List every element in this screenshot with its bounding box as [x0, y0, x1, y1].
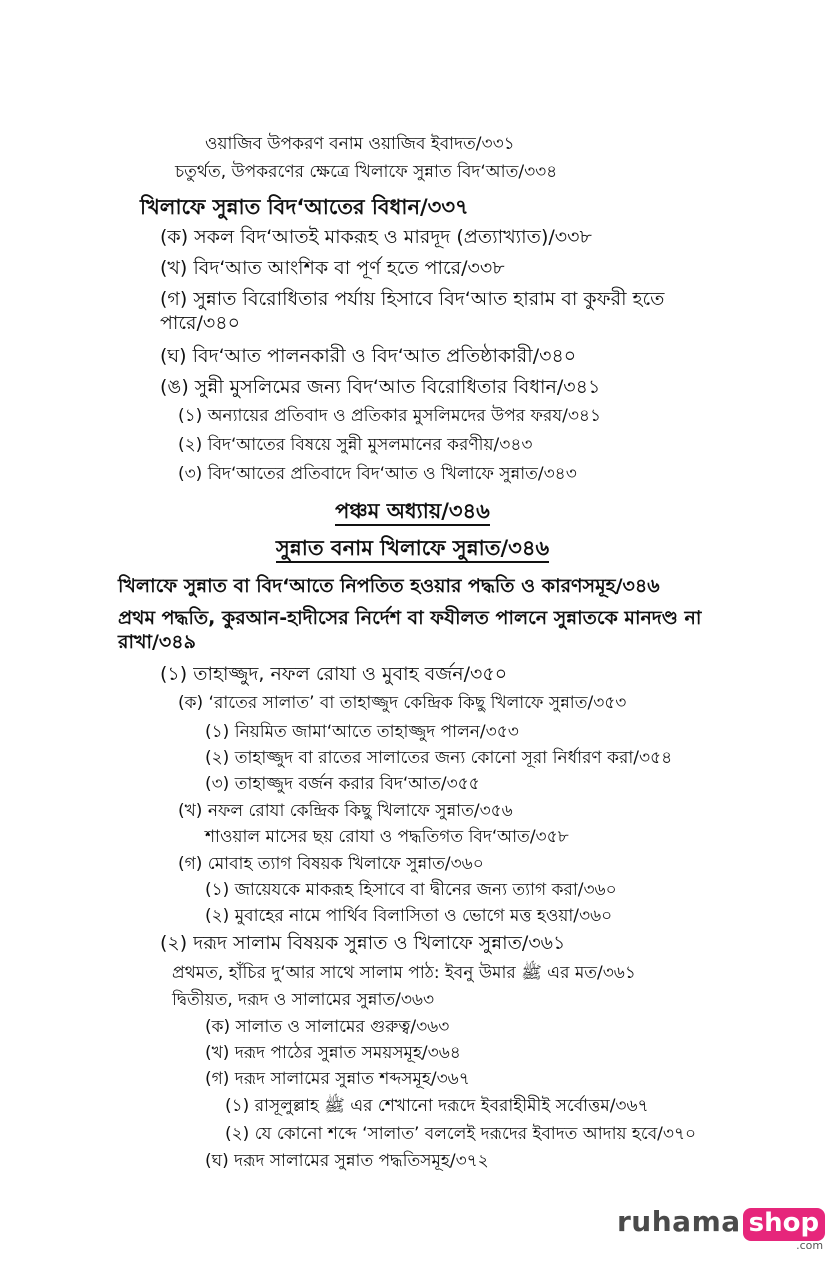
- section-heading: খিলাফে সুন্নাত বা বিদ‘আতে নিপতিত হওয়ার পদ্ধতি ও কারণসমূহ/৩৪৬: [118, 575, 660, 597]
- toc-line: (ঙ) সুন্নী মুসলিমের জন্য বিদ‘আত বিরোধিতার বিধান/৩৪১: [160, 376, 601, 398]
- toc-line: প্রথমত, হাঁচির দু‘আর সাথে সালাম পাঠ: ইবনু উমার ﷺ এর মত/৩৬১: [172, 963, 636, 983]
- toc-line: (১) অন্যায়ের প্রতিবাদ ও প্রতিকার মুসলিমদের উপর ফরয/৩৪১: [178, 406, 601, 426]
- toc-line: (গ) দরূদ সালামের সুন্নাত শব্দসমূহ/৩৬৭: [205, 1069, 470, 1089]
- toc-line: (১) রাসূলুল্লাহ ﷺ এর শেখানো দরূদে ইবরাহীমীই সর্বোত্তম/৩৬৭: [225, 1096, 649, 1116]
- toc-line: (গ) সুন্নাত বিরোধিতার পর্যায় হিসাবে বিদ‘আত হারাম বা কুফরী হতে পারে/৩৪০: [160, 288, 665, 334]
- section-heading: খিলাফে সুন্নাত বিদ‘আতের বিধান/৩৩৭: [140, 195, 469, 219]
- toc-line: (ঘ) বিদ‘আত পালনকারী ও বিদ‘আত প্রতিষ্ঠাকারী/৩৪০: [160, 345, 577, 367]
- toc-line: (২) বিদ‘আতের বিষয়ে সুন্নী মুসলমানের করণীয়/৩৪৩: [178, 435, 533, 455]
- toc-line: (ক) ‘রাতের সালাত’ বা তাহাজ্জুদ কেন্দ্রিক কিছু খিলাফে সুন্নাত/৩৫৩: [178, 693, 627, 713]
- section-heading: প্রথম পদ্ধতি, কুরআন-হাদীসের নির্দেশ বা ফযীলত পালনে সুন্নাতকে মানদণ্ড না রাখা/৩৪৯: [118, 607, 702, 653]
- toc-line: (ঘ) দরূদ সালামের সুন্নাত পদ্ধতিসমূহ/৩৭২: [205, 1151, 489, 1171]
- toc-line: (২) মুবাহের নামে পার্থিব বিলাসিতা ও ভোগে মত্ত হওয়া/৩৬০: [205, 906, 613, 926]
- toc-line: (খ) নফল রোযা কেন্দ্রিক কিছু খিলাফে সুন্নাত/৩৫৬: [178, 801, 513, 821]
- toc-line: (৩) তাহাজ্জুদ বর্জন করার বিদ‘আত/৩৫৫: [205, 774, 480, 794]
- logo-domain-suffix: .com: [796, 1239, 824, 1252]
- toc-line: (গ) মোবাহ ত্যাগ বিষয়ক খিলাফে সুন্নাত/৩৬০: [178, 854, 484, 874]
- chapter-subtitle: সুন্নাত বনাম খিলাফে সুন্নাত/৩৪৬: [0, 535, 825, 561]
- toc-line: (খ) দরূদ পাঠের সুন্নাত সময়সমূহ/৩৬৪: [205, 1043, 461, 1063]
- toc-line: (৩) বিদ‘আতের প্রতিবাদে বিদ‘আত ও খিলাফে সুন্নাত/৩৪৩: [178, 464, 577, 484]
- logo-word-shop: shop: [743, 1208, 825, 1241]
- toc-line: চতুর্থত, উপকরণের ক্ষেত্রে খিলাফে সুন্নাত বিদ‘আত/৩৩৪: [175, 162, 558, 182]
- ruhamashop-logo: [617, 1205, 825, 1252]
- toc-line: শাওয়াল মাসের ছয় রোযা ও পদ্ধতিগত বিদ‘আত/৩৫৮: [205, 827, 569, 847]
- toc-line: (খ) বিদ‘আত আংশিক বা পূর্ণ হতে পারে/৩৩৮: [160, 257, 505, 279]
- toc-line: (১) জায়েযকে মাকরূহ হিসাবে বা দ্বীনের জন্য ত্যাগ করা/৩৬০: [205, 880, 617, 900]
- toc-line: (২) দরূদ সালাম বিষয়ক সুন্নাত ও খিলাফে সুন্নাত/৩৬১: [160, 932, 566, 954]
- toc-line: (২) তাহাজ্জুদ বা রাতের সালাতের জন্য কোনো সূরা নির্ধারণ করা/৩৫৪: [205, 748, 673, 768]
- chapter-title: পঞ্চম অধ্যায়/৩৪৬: [0, 498, 825, 524]
- toc-line: (ক) সালাত ও সালামের গুরুত্ব/৩৬৩: [205, 1017, 450, 1037]
- toc-line: (১) নিয়মিত জামা‘আতে তাহাজ্জুদ পালন/৩৫৩: [205, 722, 519, 742]
- toc-line: (১) তাহাজ্জুদ, নফল রোযা ও মুবাহ বর্জন/৩৫০: [160, 663, 508, 685]
- toc-line: দ্বিতীয়ত, দরূদ ও সালামের সুন্নাত/৩৬৩: [172, 990, 435, 1010]
- toc-line: ওয়াজিব উপকরণ বনাম ওয়াজিব ইবাদত/৩৩১: [205, 134, 515, 154]
- logo-word-ruhama: ruhama: [617, 1205, 741, 1238]
- toc-line: (ক) সকল বিদ‘আতই মাকরূহ ও মারদূদ (প্রত্যাখ্যাত)/৩৩৮: [160, 226, 592, 248]
- toc-line: (২) যে কোনো শব্দে ‘সালাত’ বললেই দরূদের ইবাদত আদায় হবে/৩৭০: [225, 1124, 697, 1144]
